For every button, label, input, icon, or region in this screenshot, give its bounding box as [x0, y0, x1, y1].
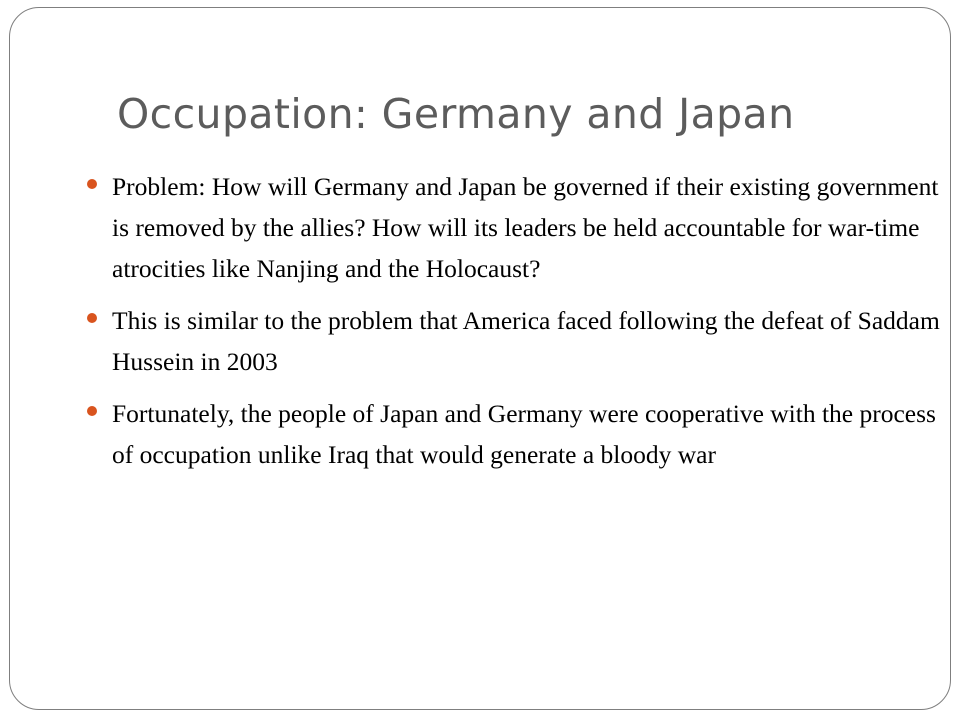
- bullet-item: [112, 393, 942, 475]
- bullet-item: [112, 166, 942, 289]
- bullet-item: [112, 300, 942, 382]
- bullet-icon: [87, 313, 97, 323]
- bullet-icon: [87, 179, 97, 189]
- bullet-list: [112, 166, 942, 486]
- slide-frame: [9, 7, 951, 710]
- bullet-text: Problem: How will Germany and Japan be governed if their existing government is removed by the allies? How will its leaders be held accountable for war-time atrocities like Nanjing and the Holocaust?: [112, 172, 939, 283]
- bullet-icon: [87, 406, 97, 416]
- slide-title: Occupation: Germany and Japan: [117, 90, 795, 138]
- bullet-text: This is similar to the problem that America faced following the defeat of Saddam Hussein in 2003: [112, 306, 940, 376]
- bullet-text: Fortunately, the people of Japan and Germany were cooperative with the process of occupation unlike Iraq that would generate a bloody war: [112, 399, 936, 469]
